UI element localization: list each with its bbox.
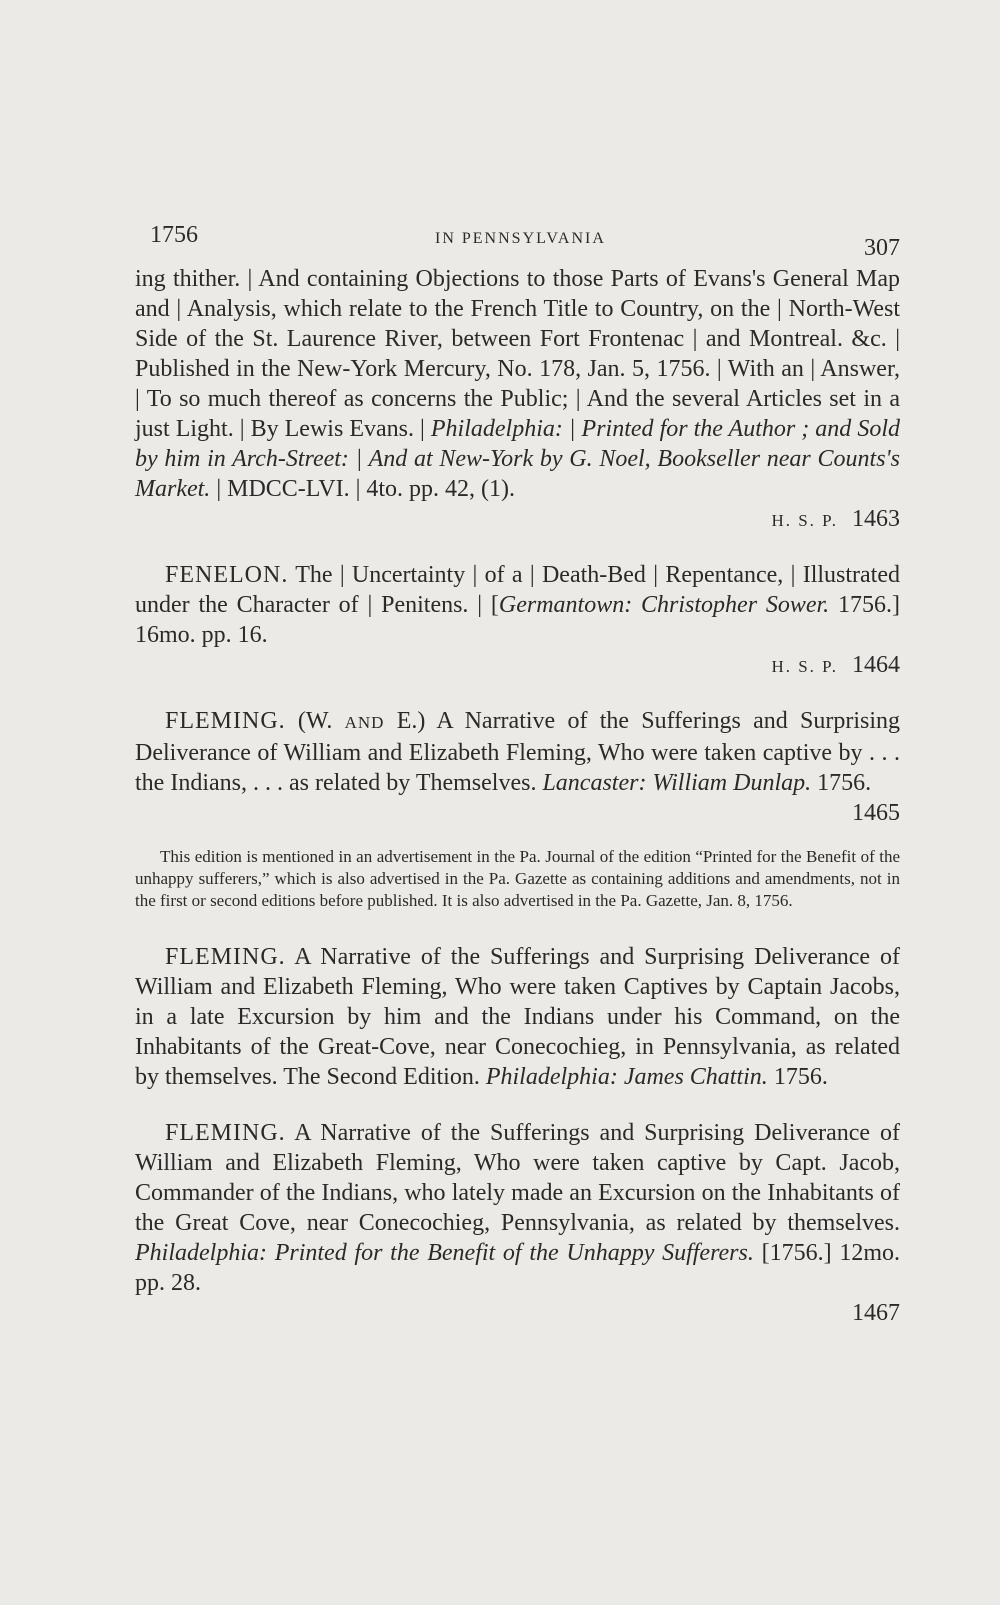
entry-text-after: | MDCC-LVI. | 4to. pp. 42, (1). [210, 476, 516, 502]
entry-text-after: 1756. [767, 1064, 828, 1090]
entry-text-after: 1756. [811, 770, 872, 796]
entry-fleming-philadelphia [135, 1118, 900, 1298]
entry-initials-close: E.) [384, 708, 426, 734]
entry-reference [135, 1298, 900, 1328]
entry-number: 1467 [852, 1300, 900, 1326]
header-title: IN PENNSYLVANIA [435, 230, 606, 247]
entry-initials-open: (W. [285, 708, 345, 734]
entry-fleming-lancaster [135, 706, 900, 798]
book-page [135, 210, 900, 1328]
entry-author: FLEMING. [165, 708, 286, 734]
entry-text: A Narrative of the Sufferings and Surprising Deliverance of William and Elizabeth Fleming, Who were taken Captives by Captain Jacobs, in a late Excursion by him and the Indians under his Command, on the Inhabitants of the Great-Cove, near Conecochieg, in Pennsylvania, as related by themselves. The Second Edition. [135, 944, 900, 1090]
entry-text-after: [1756.] 12mo. pp. 28. [135, 1240, 900, 1296]
entry-author: FLEMING. [165, 1120, 286, 1146]
entry-author: FLEMING. [165, 944, 286, 970]
entry-fleming-second-edition [135, 942, 900, 1092]
entry-text: A Narrative of the Sufferings and Surprising Deliverance of William and Elizabeth Fleming, Who were taken captive by . . . the Indians, . . . as related by Themselves. [135, 708, 900, 796]
running-header [135, 210, 900, 261]
entry-number: 1463 [852, 506, 900, 532]
entry-continuation [135, 264, 900, 504]
entry-text: ing thither. | And containing Objections to those Parts of Evans's General Map and | Analysis, which relate to the French Title to Country, on the | North-West Side of the St. Laurence River, between Fort Frontenac | and Montreal. &c. | Published in the New-York Mercury, No. 178, Jan. 5, 1756. | With an | Answer, | To so much thereof as concerns the Public; | And the several Articles set in a just Light. | By Lewis Evans. | [135, 266, 900, 442]
entry-reference [135, 650, 900, 682]
entry-author: FENELON. [165, 562, 289, 588]
entry-number: 1464 [852, 652, 900, 678]
entry-imprint: Philadelphia: James Chattin. [485, 1064, 768, 1090]
holder-label: H. S. P. [771, 657, 838, 676]
entry-imprint: Philadelphia: Printed for the Benefit of the Unhappy Sufferers. [135, 1240, 754, 1266]
entry-note: This edition is mentioned in an advertisement in the Pa. Journal of the edition “Printed for the Benefit of the unhappy sufferers,” which is also advertised in the Pa. Gazette as containing additions and amendments, not in the first or second editions before published. It is also advertised in the Pa. Gazette, Jan. 8, 1756. [135, 847, 900, 910]
entry-text: A Narrative of the Sufferings and Surprising Deliverance of William and Elizabeth Fleming, Who were taken captive by Capt. Jacob, Commander of the Indians, who lately made an Excursion on the Inhabitants of the Great Cove, near Conecochieg, Pennsylvania, as related by themselves. [135, 1120, 900, 1236]
entry-imprint: Lancaster: William Dunlap. [542, 770, 812, 796]
entry-fenelon [135, 560, 900, 650]
entry-imprint: Philadelphia: | Printed for the Author ; and Sold by him in Arch-Street: | And at New-York by G. Noel, Bookseller near Counts's Market. [135, 416, 901, 502]
entry-initials-and: AND [344, 713, 385, 732]
entry-reference [135, 504, 900, 536]
header-page-number: 307 [864, 235, 900, 261]
entry-imprint: Germantown: Christopher Sower. [498, 592, 830, 618]
header-year: 1756 [150, 222, 198, 248]
entry-reference [135, 798, 900, 828]
entry-text-after: 1756.] 16mo. pp. 16. [135, 592, 900, 648]
entry-text: The | Uncertainty | of a | Death-Bed | Repentance, | Illustrated under the Character of | Penitens. | [ [135, 562, 900, 618]
holder-label: H. S. P. [771, 511, 838, 530]
entry-number: 1465 [852, 800, 900, 826]
